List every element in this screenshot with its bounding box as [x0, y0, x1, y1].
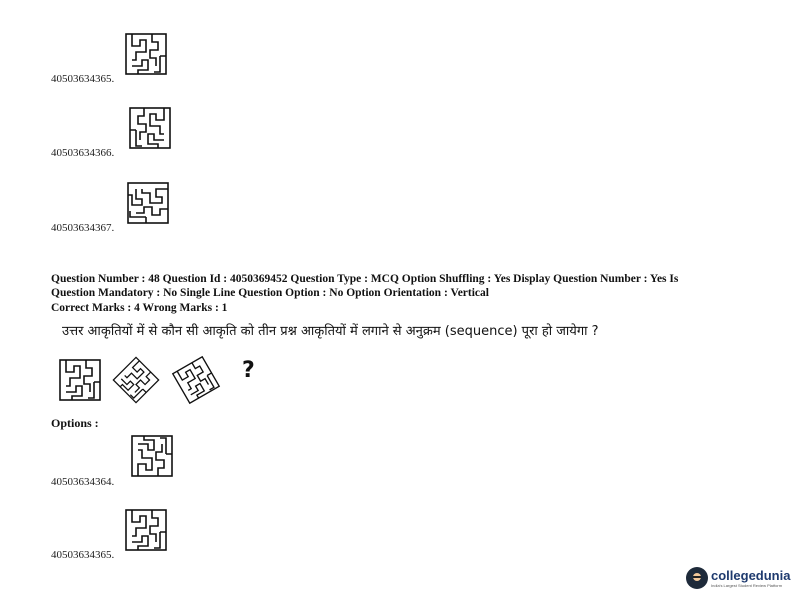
option-id: 40503634365. [51, 549, 115, 561]
question-text: उत्तर आकृतियों में से कौन सी आकृति को तीन प्रश्न आकृतियों में लगाने से अनुक्रम (sequence) पूरा हो जायेगा ? [62, 324, 599, 339]
option-figure-maze-icon [124, 32, 168, 76]
problem-figure-maze-icon [174, 358, 218, 402]
option-figure-maze-icon [126, 181, 170, 225]
option-id: 40503634365. [51, 73, 115, 85]
question-mark: ? [242, 358, 255, 383]
question-marks: Correct Marks : 4 Wrong Marks : 1 [51, 302, 228, 314]
collegedunia-logo [686, 567, 790, 589]
options-label: Options : [51, 416, 99, 430]
question-meta-line2: Question Mandatory : No Single Line Question Option : No Option Orientation : Vertical [51, 287, 489, 299]
problem-figure-maze-icon [114, 358, 158, 402]
logo-name: collegedunia [711, 568, 791, 583]
option-figure-maze-icon [130, 434, 174, 478]
option-id: 40503634364. [51, 476, 115, 488]
option-figure-maze-icon [128, 106, 172, 150]
mascot-icon [686, 567, 708, 589]
problem-figure-maze-icon [58, 358, 102, 402]
question-meta-line1: Question Number : 48 Question Id : 4050369452 Question Type : MCQ Option Shuffling : Yes Display Question Number : Yes Is [51, 273, 679, 285]
option-figure-maze-icon [124, 508, 168, 552]
option-id: 40503634366. [51, 147, 115, 159]
logo-tagline: India's Largest Student Review Platform [711, 583, 783, 588]
option-id: 40503634367. [51, 222, 115, 234]
